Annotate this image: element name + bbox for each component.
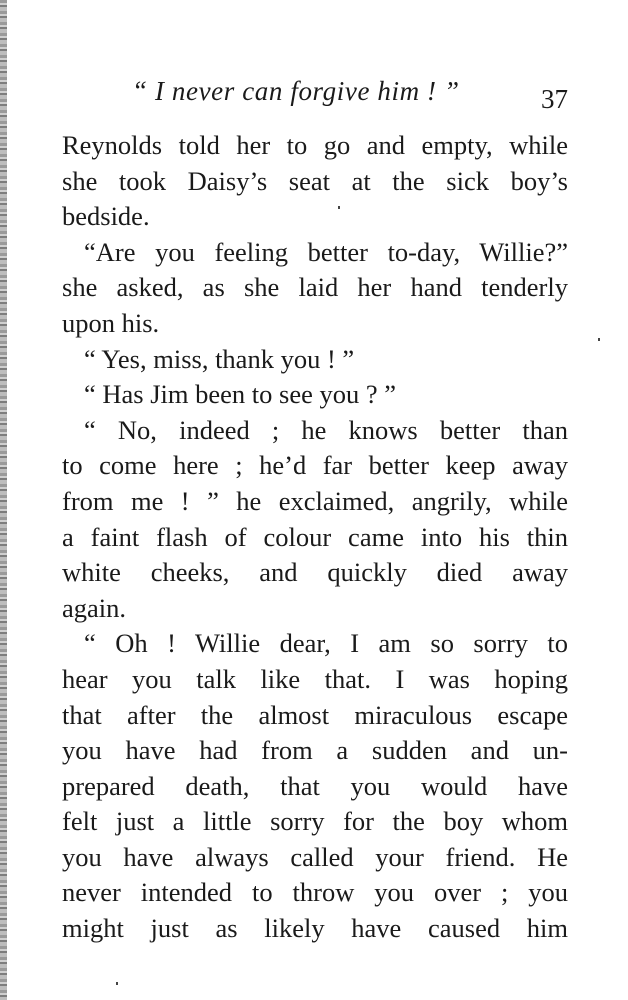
text-line: you have had from a sudden and un- bbox=[62, 735, 568, 766]
text-line: “ No, indeed ; he knows better than bbox=[84, 414, 568, 445]
text-line: prepared death, that you would have bbox=[62, 770, 568, 801]
text-line: to come here ; he’d far better keep away bbox=[62, 450, 568, 481]
text-line: again. bbox=[62, 592, 127, 623]
body-text bbox=[62, 128, 568, 947]
print-speck bbox=[598, 338, 600, 341]
running-head bbox=[62, 76, 568, 112]
text-line: a faint flash of colour came into his thin bbox=[62, 521, 568, 552]
print-speck bbox=[338, 206, 340, 209]
text-line: felt just a little sorry for the boy whom bbox=[62, 806, 568, 837]
page-binding-edge bbox=[0, 0, 7, 1000]
text-line: might just as likely have caused him bbox=[62, 913, 568, 944]
running-head-title: “ I never can forgive him ! ” bbox=[132, 76, 460, 106]
text-line: “ Has Jim been to see you ? ” bbox=[84, 379, 397, 410]
print-speck bbox=[116, 982, 118, 985]
text-line: she took Daisy’s seat at the sick boy’s bbox=[62, 165, 568, 196]
text-line: “ Yes, miss, thank you ! ” bbox=[84, 343, 355, 374]
text-line: upon his. bbox=[62, 307, 160, 338]
text-line: you have always called your friend. He bbox=[62, 841, 568, 872]
text-line: “Are you feeling better to-day, Willie?” bbox=[84, 236, 568, 267]
text-line: white cheeks, and quickly died away bbox=[62, 557, 568, 588]
text-line: “ Oh ! Willie dear, I am so sorry to bbox=[84, 628, 568, 659]
text-line: she asked, as she laid her hand tenderly bbox=[62, 272, 568, 303]
page-number: 37 bbox=[541, 84, 568, 114]
text-line: bedside. bbox=[62, 201, 150, 232]
text-line: from me ! ” he exclaimed, angrily, while bbox=[62, 485, 568, 516]
text-line: hear you talk like that. I was hoping bbox=[62, 663, 568, 694]
text-line: Reynolds told her to go and empty, while bbox=[62, 130, 568, 160]
text-line: that after the almost miraculous escape bbox=[62, 699, 568, 730]
text-line: never intended to throw you over ; you bbox=[62, 877, 568, 908]
